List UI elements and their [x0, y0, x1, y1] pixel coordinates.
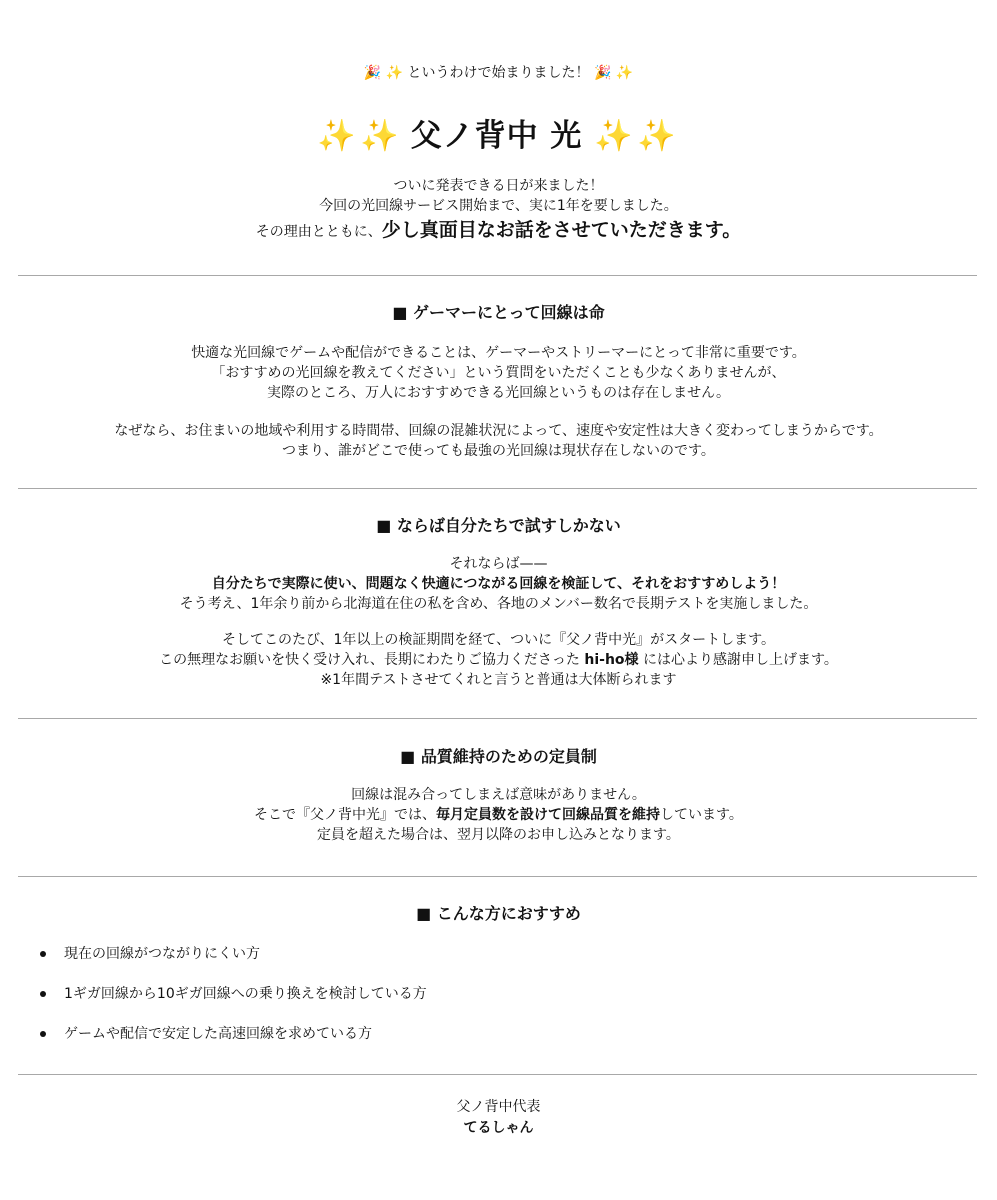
section-quality: [0, 745, 997, 845]
section-recommend: [0, 902, 997, 926]
paragraph-line: そしてこのたび、1年以上の検証期間を経て、ついに『父ノ背中光』がスタートします。: [222, 632, 775, 648]
sparkles-icon: ✨: [615, 65, 634, 81]
sparkles-icon: ✨✨: [317, 118, 403, 154]
intro: [0, 176, 997, 244]
section-heading: ■ 品質維持のための定員制: [400, 747, 597, 766]
divider: [18, 488, 977, 489]
text-prefix: この無理なお願いを快く受け入れ、長期にわたりご協力くださった: [159, 652, 585, 668]
section-heading: ■ こんな方におすすめ: [416, 904, 581, 923]
signature-name: てるしゃん: [463, 1120, 534, 1136]
list-item-text: 1ギガ回線から10ギガ回線への乗り換えを検討している方: [64, 986, 427, 1002]
section-heading: ■ ならば自分たちで試すしかない: [376, 516, 621, 535]
paragraph-line: なぜなら、お住まいの地域や利用する時間帯、回線の混雑状況によって、速度や安定性は大きく変わってしまうからです。: [114, 423, 883, 439]
bullet-icon: [40, 951, 46, 957]
section-test: [0, 514, 997, 690]
paragraph-line: そう考え、1年余り前から北海道在住の私を含め、各地のメンバー数名で長期テストを実施しました。: [179, 596, 818, 612]
paragraph-line: [0, 650, 997, 670]
intro-line-3-prefix: その理由とともに、: [255, 224, 382, 240]
text-suffix: には心より感謝申し上げます。: [638, 652, 838, 668]
paragraph-line: 回線は混み合ってしまえば意味がありません。: [351, 787, 646, 803]
list-item: [0, 1024, 997, 1064]
list-item: [0, 984, 997, 1024]
partner-name: hi-ho様: [584, 652, 639, 668]
divider: [18, 275, 977, 276]
paragraph-line: それならば——: [449, 556, 548, 572]
party-popper-icon: 🎉: [593, 65, 612, 81]
page-title: [0, 112, 997, 160]
text-prefix: そこで『父ノ背中光』では、: [254, 807, 437, 823]
sparkles-icon: ✨✨: [594, 118, 680, 154]
divider: [18, 718, 977, 719]
bullet-icon: [40, 1031, 46, 1037]
divider: [18, 876, 977, 877]
signature-role: 父ノ背中代表: [456, 1099, 541, 1115]
footnote: ※1年間テストさせてくれと言うと普通は大体断られます: [320, 672, 677, 688]
paragraph-line: [0, 805, 997, 825]
intro-line-2: 今回の光回線サービス開始まで、実に1年を要しました。: [319, 198, 678, 214]
paragraph-line: 「おすすめの光回線を教えてください」という質問をいただくことも少なくありませんが、: [211, 365, 786, 381]
paragraph-line: 快適な光回線でゲームや配信ができることは、ゲーマーやストリーマーにとって非常に重要です。: [191, 345, 806, 361]
intro-line-1: ついに発表できる日が来ました！: [393, 178, 604, 194]
list-item-text: 現在の回線がつながりにくい方: [64, 946, 260, 962]
bullet-icon: [40, 991, 46, 997]
intro-line-3-bold: 少し真面目なお話をさせていただきます。: [381, 219, 742, 241]
page-title-text: 父ノ背中 光: [410, 118, 583, 154]
paragraph-line: 実際のところ、万人におすすめできる光回線というものは存在しません。: [267, 385, 730, 401]
announcement: [0, 63, 997, 83]
announcement-text: というわけで始まりました！: [407, 65, 590, 81]
party-popper-icon: 🎉: [363, 65, 382, 81]
text-bold: 毎月定員数を設けて回線品質を維持: [436, 807, 661, 823]
text-suffix: しています。: [660, 807, 743, 823]
recommend-list: [0, 944, 997, 1064]
paragraph-line: 定員を超えた場合は、翌月以降のお申し込みとなります。: [317, 827, 680, 843]
section-heading: ■ ゲーマーにとって回線は命: [392, 303, 605, 322]
signature: [0, 1097, 997, 1139]
intro-line-3: [0, 216, 997, 244]
list-item: [0, 944, 997, 984]
sparkles-icon: ✨: [385, 65, 404, 81]
paragraph-line: つまり、誰がどこで使っても最強の光回線は現状存在しないのです。: [282, 443, 715, 459]
paragraph-line-bold: 自分たちで実際に使い、問題なく快適につながる回線を検証して、それをおすすめしよう！: [211, 576, 786, 592]
section-gamer: [0, 301, 997, 461]
divider: [18, 1074, 977, 1075]
list-item-text: ゲームや配信で安定した高速回線を求めている方: [64, 1026, 372, 1042]
